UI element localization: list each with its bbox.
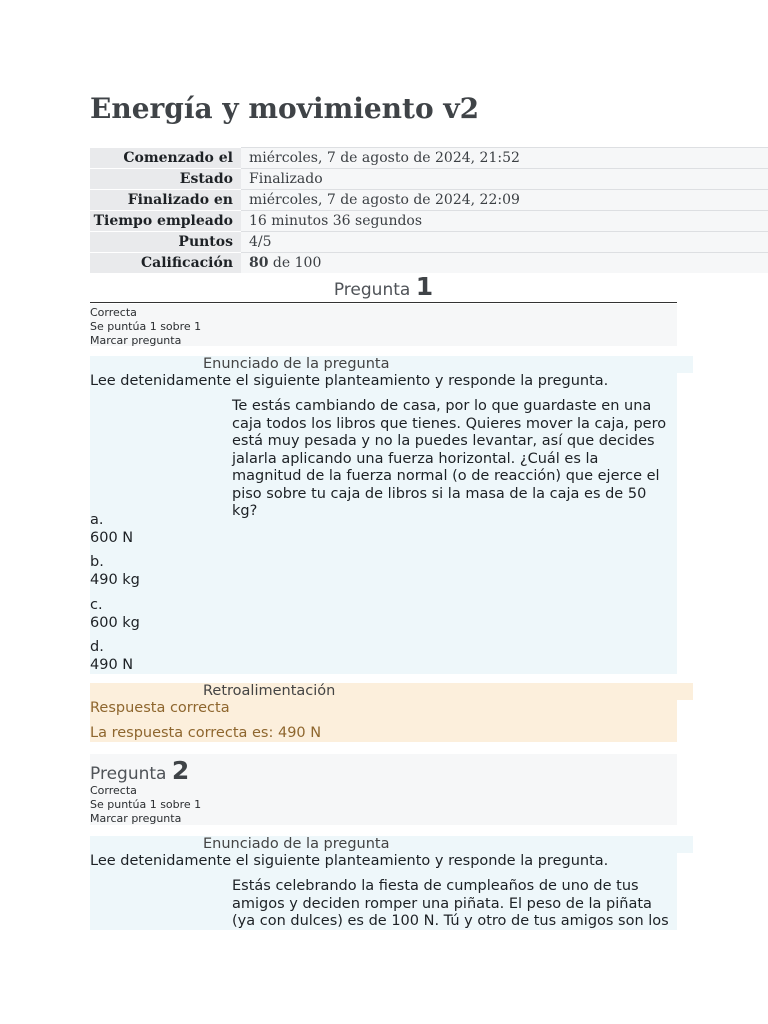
summary-label: Tiempo empleado [90, 211, 241, 232]
summary-row [90, 190, 768, 211]
summary-label: Estado [90, 169, 241, 190]
flag-question-link[interactable]: Marcar pregunta [90, 812, 182, 825]
feedback-heading [90, 683, 693, 700]
summary-label: Puntos [90, 232, 241, 253]
question-label: Pregunta [333, 280, 411, 300]
question-text: Te estás cambiando de casa, por lo que guardaste en una caja todos los libros que tienes. Quieres mover la caja, pero está muy pesada y no la puedes levantar, así que decides jalarla aplicando una fuerza horizontal. ¿Cuál es la magnitud de la fuerza normal (o de reacción) que ejerce el piso sobre tu caja de libros si la masa de la caja es de 50 kg? [232, 398, 667, 519]
summary-value: miércoles, 7 de agosto de 2024, 21:52 [241, 148, 768, 169]
question-intro: Lee detenidamente el siguiente planteamiento y responde la pregunta. [90, 853, 609, 869]
option-letter: c. [90, 597, 103, 613]
summary-label: Finalizado en [90, 190, 241, 211]
answer-option-c[interactable] [90, 597, 140, 632]
question-2-info [90, 754, 677, 825]
summary-label: Comenzado el [90, 148, 241, 169]
question-state: Correcta [90, 784, 137, 797]
question-grade: Se puntúa 1 sobre 1 [90, 320, 202, 333]
statement-heading-text: Enunciado de la pregunta [203, 836, 390, 852]
option-text: 600 kg [90, 614, 140, 631]
summary-row [90, 148, 768, 169]
grade-total: de 100 [268, 255, 322, 271]
grade-value: 80 [249, 255, 269, 271]
question-state: Correcta [90, 306, 137, 319]
question-1-info [90, 304, 677, 346]
answer-option-d[interactable] [90, 639, 133, 674]
question-text: Estás celebrando la fiesta de cumpleaños de uno de tus amigos y deciden romper una piñata. El peso de la piñata (ya con dulces) es de 100 N. Tú y otro de tus amigos son los [232, 878, 669, 929]
option-text: 490 N [90, 656, 134, 673]
question-number: 2 [171, 756, 190, 785]
summary-value: 4/5 [241, 232, 768, 253]
flag-question-link[interactable]: Marcar pregunta [90, 334, 182, 347]
question-number: 1 [415, 272, 434, 301]
question-label: Pregunta [90, 764, 167, 784]
summary-value: 16 minutos 36 segundos [241, 211, 768, 232]
statement-heading [90, 836, 693, 853]
question-1-heading [90, 272, 677, 303]
correct-answer-text: La respuesta correcta es: 490 N [90, 725, 322, 741]
summary-row [90, 232, 768, 253]
summary-value: miércoles, 7 de agosto de 2024, 22:09 [241, 190, 768, 211]
option-letter: a. [90, 512, 104, 528]
question-grade: Se puntúa 1 sobre 1 [90, 798, 202, 811]
summary-value [241, 253, 768, 274]
option-letter: b. [90, 554, 104, 570]
statement-heading [90, 356, 693, 373]
question-2-heading [90, 756, 189, 785]
attempt-summary-table [90, 147, 768, 273]
option-letter: d. [90, 639, 104, 655]
answer-option-a[interactable] [90, 512, 133, 547]
statement-heading-text: Enunciado de la pregunta [203, 356, 390, 372]
summary-row [90, 211, 768, 232]
page-title: Energía y movimiento v2 [90, 92, 480, 125]
answer-option-b[interactable] [90, 554, 140, 589]
option-text: 490 kg [90, 571, 140, 588]
question-1-feedback [90, 700, 677, 742]
question-2-content [90, 853, 677, 930]
summary-row [90, 253, 768, 274]
question-intro: Lee detenidamente el siguiente planteamiento y responde la pregunta. [90, 373, 609, 389]
summary-label: Calificación [90, 253, 241, 274]
question-1-content [90, 373, 677, 674]
feedback-result: Respuesta correcta [90, 700, 230, 716]
summary-row [90, 169, 768, 190]
option-text: 600 N [90, 529, 134, 546]
summary-value: Finalizado [241, 169, 768, 190]
feedback-heading-text: Retroalimentación [203, 683, 336, 699]
